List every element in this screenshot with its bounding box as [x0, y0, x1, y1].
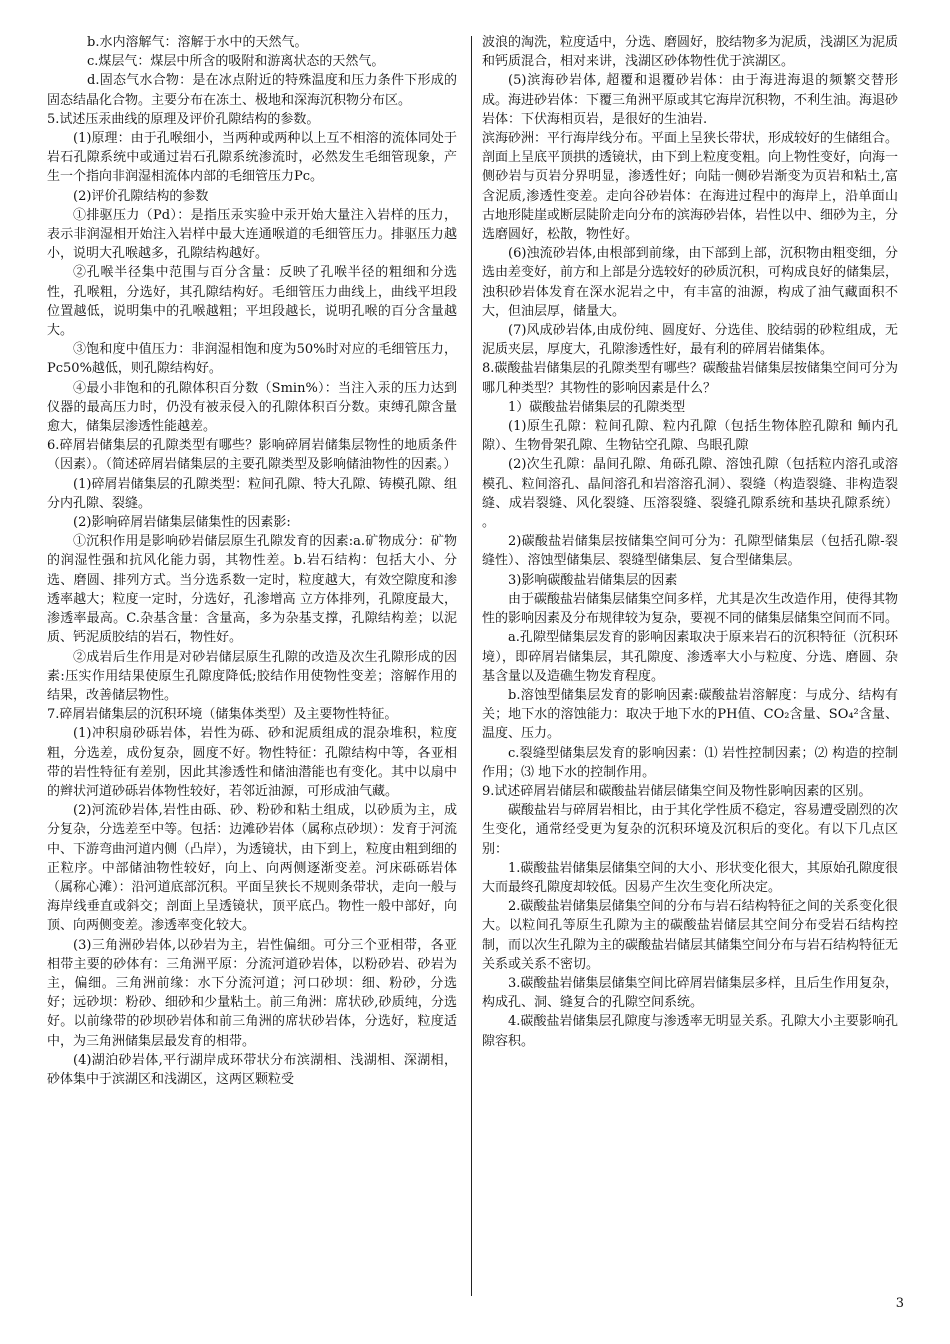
- right-paragraph: 由于碳酸盐岩储集层储集空间多样，尤其是次生改造作用，使得其物性的影响因素及分布规律较为复杂，要视不同的储集层储集空间而不同。: [482, 591, 899, 627]
- left-paragraph: (2)河流砂岩体,岩性由砾、砂、粉砂和粘土组成，以砂质为主，成分复杂，分选差至中等。包括：边滩砂岩体（属称点砂坝）：发育于河流中、下游弯曲河道内侧（凸岸），为透镜状，由下到上，粒度由粗到细的正粒序。中部储油物性较好，向上、向两侧逐渐变差。河床砾砾岩体（属称心滩）：沿河道底部沉积。平面呈狭长不规则条带状，走向一般与海岸线垂直或斜交；剖面上呈透镜状，顶平底凸。物性一般中部好，向顶、向两侧变差。渗透率变化较大。: [47, 803, 457, 934]
- left-paragraph: (1)冲积扇砂砾岩体，岩性为砾、砂和泥质组成的混杂堆积，粒度粗，分选差，成份复杂，圆度不好。物性特征：孔隙结构中等，各亚相带的岩性特征有差别，因此其渗透性和储油潜能也有变化。其中以扇中的辫状河道砂砾岩体物性较好，若邻近油源，可形成油气藏。: [47, 726, 457, 799]
- right-column: [482, 33, 898, 1051]
- left-paragraph: (2)影响碎屑岩储集层储集性的因素影:: [73, 515, 291, 531]
- left-paragraph: (4)湖泊砂岩体,平行湖岸成环带状分布滨湖相、浅湖相、深湖相，砂体集中于滨湖区和浅湖区，这两区颗粒受: [47, 1052, 457, 1087]
- left-paragraph: (3)三角洲砂岩体,以砂岩为主，岩性偏细。可分三个亚相带，各亚相带主要的砂体有：三角洲平原：分流河道砂岩体，以粉砂岩、砂岩为主，偏细。三角洲前缘：水下分流河道；河口砂坝：细、粉砂，分选好；远砂坝：粉砂、细砂和少量粘土。前三角洲：席状砂,砂质纯，分选好。以前缘带的砂坝砂岩体和前三角洲的席状砂岩体，分选好，粒度适中，为三角洲储集层最发育的相带。: [47, 937, 457, 1049]
- right-paragraph: c.裂缝型储集层发育的影响因素：⑴ 岩性控制因素；⑵ 构造的控制作用；⑶ 地下水的控制作用。: [482, 745, 898, 780]
- left-paragraph: b.水内溶解气：溶解于水中的天然气。: [87, 35, 308, 50]
- right-paragraph: b.溶蚀型储集层发育的影响因素:碳酸盐岩溶解度：与成分、结构有关；地下水的溶蚀能力：取决于地下水的PH值、CO₂含量、SO₄²含量、温度、压力。: [482, 687, 898, 742]
- right-paragraph: a.孔隙型储集层发育的影响因素取决于原来岩石的沉积特征（沉积环境），即碎屑岩储集层，其孔隙度、渗透率大小与粒度、分选、磨圆、杂基含量以及造礁生物发育程度。: [482, 630, 898, 684]
- right-paragraph: 滨海砂洲：平行海岸线分布。平面上呈狭长带状，形成较好的生储组合。剖面上呈底平顶拱的透镜状，由下到上粒度变粗。向上物性变好，向海一侧砂岩与页岩分界明显，渗透性好；向陆一侧砂岩渐变为页岩和粘土,富含泥质,渗透性变差。走向谷砂岩体：在海进过程中的海岸上，沿单面山古地形陡崖或断层陡阶走向分布的滨海砂岩体，岩性以中、细砂为主，分选磨圆好，松散，物性好。: [482, 131, 899, 243]
- right-paragraph: 2)碳酸盐岩储集层按储集空间可分为：孔隙型储集层（包括孔隙-裂缝性）、溶蚀型储集层、裂缝型储集层、复合型储集层。: [482, 534, 898, 569]
- right-paragraph: 1）碳酸盐岩储集层的孔隙类型: [508, 399, 686, 415]
- right-paragraph: (1)原生孔隙：粒间孔隙、粒内孔隙（包括生物体腔孔隙和 鲕内孔隙）、生物骨架孔隙、生物钻空孔隙、鸟眼孔隙: [482, 419, 898, 454]
- left-paragraph: d.固态气水合物：是在冰点附近的特殊温度和压力条件下形成的固态结晶化合物。主要分布在冻土、极地和深海沉积物分布区。: [47, 73, 457, 108]
- left-paragraph: ④最小非饱和的孔隙体积百分数（Smin%）：当注入汞的压力达到仪器的最高压力时，仍没有被汞侵入的孔隙体积百分数。束缚孔隙含量愈大，储集层渗透性能越差。: [47, 380, 457, 435]
- left-paragraph: ③饱和度中值压力：非润湿相饱和度为50%时对应的毛细管压力，Pc50%越低，则孔隙结构好。: [47, 342, 457, 377]
- right-paragraph: 2.碳酸盐岩储集层储集空间的分布与岩石结构特征之间的关系变化很大。以粒间孔等原生孔隙为主的碳酸盐岩储层其空间分布受岩石结构控制，而以次生孔隙为主的碳酸盐岩储层其储集空间分布与岩石结构特征无关系或关系不密切。: [482, 899, 899, 972]
- right-paragraph: 碳酸盐岩与碎屑岩相比，由于其化学性质不稳定，容易遭受剧烈的次生变化，通常经受更为复杂的沉积环境及沉积后的变化。有以下几点区别：: [482, 803, 899, 857]
- left-paragraph: (1)碎屑岩储集层的孔隙类型：粒间孔隙、特大孔隙、铸模孔隙、组分内孔隙、裂缝。: [47, 476, 457, 511]
- column-divider: [471, 36, 472, 1296]
- left-paragraph: c.煤层气：煤层中所含的吸附和游离状态的天然气。: [87, 54, 385, 70]
- right-paragraph: (7)风成砂岩体,由成份纯、圆度好、分选佳、胶结弱的砂粒组成，无泥质夹层，厚度大，孔隙渗透性好，最有利的碎屑岩储集体。: [482, 323, 898, 358]
- right-paragraph: (5)滨海砂岩体, 超覆和退覆砂岩体：由于海进海退的频繁交替形成。海进砂岩体：下覆三角洲平原或其它海岸沉积物，不利生油。海退砂岩体：下伏海相页岩，是很好的生油岩.: [482, 73, 899, 127]
- left-paragraph: 5.试述压汞曲线的原理及评价孔隙结构的参数。: [47, 111, 320, 127]
- left-paragraph: (1)原理：由于孔喉细小，当两种或两种以上互不相溶的流体同处于岩石孔隙系统中或通过岩石孔隙系统渗流时，必然发生毛细管现象，产生一个指向非润湿相流体内部的毛细管压力Pc。: [47, 131, 457, 185]
- left-paragraph: ②孔喉半径集中范围与百分含量：反映了孔喉半径的粗细和分选性，孔喉粗，分选好，其孔隙结构好。毛细管压力曲线上，曲线平坦段位置越低，说明集中的孔喉越粗；平坦段越长，说明孔喉的百分含量越大。: [47, 265, 457, 339]
- left-paragraph: ①沉积作用是影响砂岩储层原生孔隙发育的因素:a.矿物成分：矿物的润湿性强和抗风化能力弱，其物性差。b.岩石结构：包括大小、分选、磨圆、排列方式。当分选系数一定时，粒度越大，有效空隙度和渗透率越大；粒度一定时，分选好，孔渗增高 立方体排列，孔隙度最大，渗透率最高。C.杂基含量：含量高，多为杂基支撑，孔隙结构差；以泥质、钙泥质胶结的岩石，物性好。: [47, 534, 457, 646]
- right-paragraph: 4.碳酸盐岩储集层孔隙度与渗透率无明显关系。孔隙大小主要影响孔隙容积。: [482, 1014, 898, 1049]
- left-paragraph: 7.碎屑岩储集层的沉积环境（储集体类型）及主要物性特征。: [47, 707, 398, 723]
- right-paragraph: 3.碳酸盐岩储集层储集空间比碎屑岩储集层多样，且后生作用复杂，构成孔、洞、缝复合的孔隙空间系统。: [482, 975, 898, 1011]
- right-paragraph: 9.试述碎屑岩储层和碳酸盐岩储层储集空间及物性影响因素的区别。: [482, 783, 872, 799]
- right-paragraph: 3)影响碳酸盐岩储集层的因素: [508, 572, 678, 588]
- right-paragraph: (6)浊流砂岩体,由根部到前缘，由下部到上部，沉积物由粗变细，分选由差变好，前方和上部是分选较好的砂质沉积，可构成良好的储集层，浊积砂岩体发育在深水泥岩之中，有丰富的油源，构成了油气藏面积不大，但油层厚，储量大。: [482, 246, 899, 319]
- left-paragraph: ①排驱压力（Pd）：是指压汞实验中汞开始大量注入岩样的压力，表示非润湿相开始注入岩样中最大连通喉道的毛细管压力。排驱压力越小，说明大孔喉越多，孔隙结构越好。: [47, 207, 457, 262]
- left-column: [47, 33, 457, 1089]
- right-paragraph: 1.碳酸盐岩储集层储集空间的大小、形状变化很大，其原始孔隙度很大而最终孔隙度却较低。因易产生次生变化所决定。: [482, 860, 898, 895]
- left-paragraph: (2)评价孔隙结构的参数: [73, 188, 209, 204]
- right-paragraph: (2)次生孔隙：晶间孔隙、角砾孔隙、溶蚀孔隙（包括粒内溶孔或溶模孔、粒间溶孔、晶间溶孔和岩溶溶孔洞）、裂缝（构造裂缝、非构造裂缝、成岩裂缝、风化裂缝、压溶裂缝、裂缝孔隙系统和基块孔隙系统） 。: [482, 457, 898, 531]
- left-paragraph: 6.碎屑岩储集层的孔隙类型有哪些？影响碎屑岩储集层物性的地质条件（因素）。（简述碎屑岩储集层的主要孔隙类型及影响储油物性的因素。）: [47, 438, 457, 473]
- right-paragraph: 8.碳酸盐岩储集层的孔隙类型有哪些？碳酸盐岩储集层按储集空间可分为哪几种类型？其物性的影响因素是什么？: [482, 361, 898, 396]
- page-number: 3: [895, 1296, 904, 1311]
- right-paragraph: 波浪的淘洗，粒度适中，分选、磨圆好，胶结物多为泥质，浅湖区为泥质和钙质混合，相对来讲，浅湖区砂体物性优于滨湖区。: [482, 35, 899, 70]
- left-paragraph: ②成岩后生作用是对砂岩储层原生孔隙的改造及次生孔隙形成的因素:压实作用结果使原生孔隙度降低;胶结作用使物性变差；溶解作用的结果，改善储层物性。: [47, 649, 457, 703]
